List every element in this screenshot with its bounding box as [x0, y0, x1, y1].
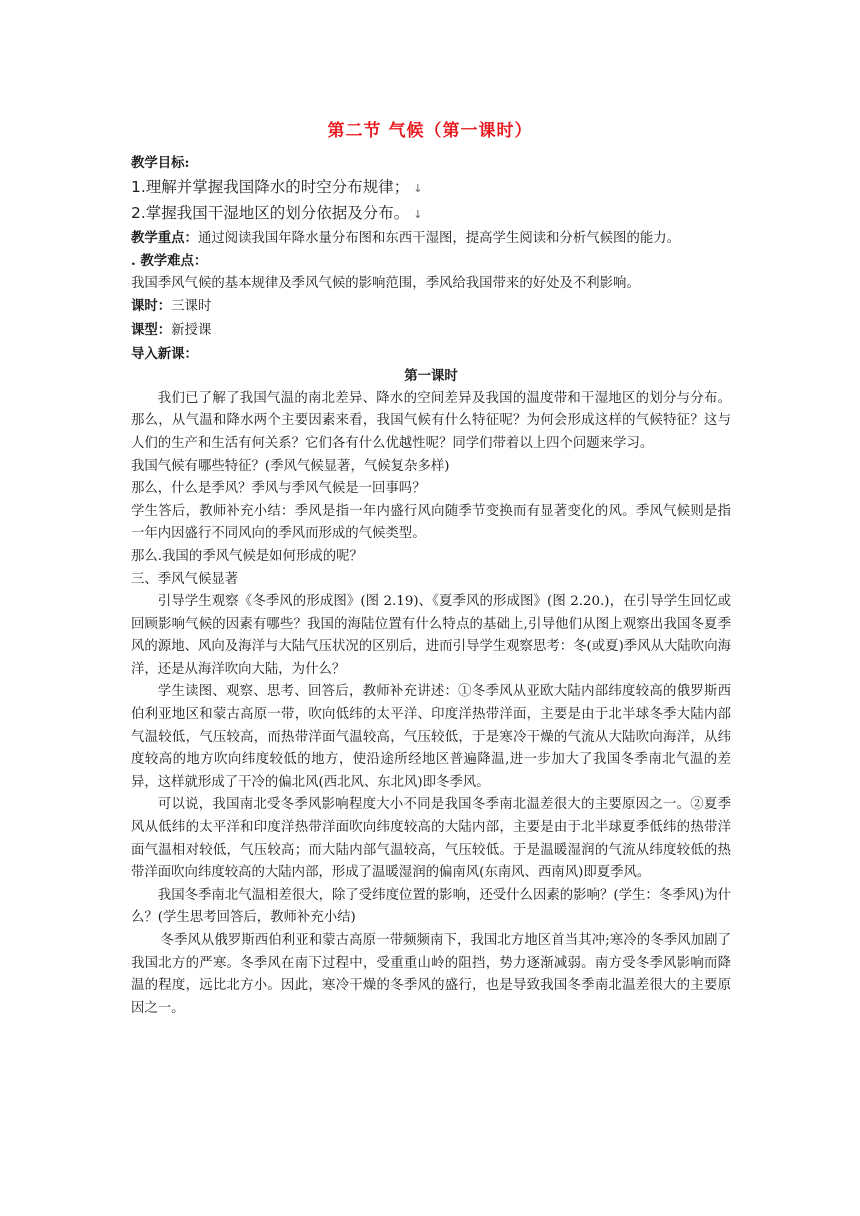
- key-heading: 教学重点：: [131, 229, 198, 246]
- paragraph-5: 那么.我国的季风气候是如何形成的呢？: [131, 548, 363, 564]
- paragraph-10: 我国冬季南北气温相差很大，除了受纬度位置的影响，还受什么因素的影响？(学生：冬季风)为什么？(学生思考回答后，教师补充小结): [131, 887, 731, 926]
- paragraph-1: 我们已了解了我国气温的南北差异、降水的空间差异及我国的温度带和干湿地区的划分与分布。那么，从气温和降水两个主要因素来看，我国气候有什么特征呢？为何会形成这样的气候特征？这与人们的生产和生活有何关系？它们各有什么优越性呢？同学们带着以上四个问题来学习。: [131, 390, 731, 451]
- goal-item-1: [131, 175, 731, 201]
- paragraph-3: 那么，什么是季风？季风与季风气候是一回事吗？: [131, 481, 426, 497]
- paragraph-4: 学生答后，教师补充小结：季风是指一年内盛行风向随季节变换而有显著变化的风。季风气候则是指一年内因盛行不同风向的季风而形成的气候类型。: [131, 503, 731, 542]
- class-type: [131, 319, 731, 343]
- type-heading: 课型：: [131, 321, 172, 338]
- document-body: [131, 152, 731, 1020]
- section-heading: 三、季风气候显著: [131, 571, 239, 587]
- paragraph-8: 学生读图、观察、思考、回答后，教师补充讲述：①冬季风从亚欧大陆内部纬度较高的俄罗斯西伯利亚地区和蒙古高原一带，吹向低纬的太平洋、印度洋热带洋面，主要是由于北半球冬季大陆内部气温较低，气压较高，而热带洋面气温较高，气压较低，于是寒冷干燥的气流从大陆吹向海洋，从纬度较高的地方吹向纬度较低的地方，使沿途所经地区普遍降温,进一步加大了我国冬季南北气温的差异，这样就形成了干冷的偏北风(西北风、东北风)即冬季风。: [131, 684, 731, 790]
- paragraph-mark-icon: ↓: [413, 207, 423, 221]
- difficulty-heading: . 教学难点：: [131, 253, 208, 270]
- goal-text-1: 1.理解并掌握我国降水的时空分布规律；: [131, 177, 410, 196]
- class-hours: [131, 295, 731, 319]
- key-points: [131, 227, 731, 251]
- paragraph-11: 冬季风从俄罗斯西伯利亚和蒙古高原一带频频南下，我国北方地区首当其冲;寒冷的冬季风加剧了我国北方的严寒。冬季风在南下过程中，受重重山岭的阻挡，势力逐渐减弱。南方受冬季风影响而降温的程度，远比北方小。因此，寒冷干燥的冬季风的盛行，也是导致我国冬季南北温差很大的主要原因之一。: [131, 933, 731, 1016]
- intro-heading: 导入新课：: [131, 345, 198, 362]
- goal-text-2: 2.掌握我国干湿地区的划分依据及分布。: [131, 203, 410, 222]
- hours-heading: 课时：: [131, 298, 172, 315]
- goals-heading: 教学目标:: [131, 155, 190, 171]
- paragraph-9: 可以说，我国南北受冬季风影响程度大小不同是我国冬季南北温差很大的主要原因之一。②夏季风从低纬的太平洋和印度洋热带洋面吹向纬度较高的大陆内部，主要是由于北半球夏季低纬的热带洋面气温相对较低，气压较高；而大陆内部气温较高，气压较低。于是温暖湿润的气流从纬度较低的热带洋面吹向纬度较高的大陆内部，形成了温暖湿润的偏南风(东南风、西南风)即夏季风。: [131, 797, 731, 881]
- hours-text: 三课时: [171, 299, 212, 315]
- paragraph-2: 我国气候有哪些特征？(季风气候显著，气候复杂多样): [131, 458, 450, 474]
- paragraph-7: 引导学生观察《冬季风的形成图》(图 2.19)、《夏季风的形成图》(图 2.20.)，在引导学生回忆或回顾影响气候的因素有哪些？我国的海陆位置有什么特点的基础上,引导他们从图上观察出我国冬夏季风的源地、风向及海洋与大陆气压状况的区别后，进而引导学生观察思考：冬(或夏)季风从大陆吹向海洋，还是从海洋吹向大陆，为什么？: [131, 594, 731, 677]
- page-title: 第二节 气候（第一课时）: [327, 121, 533, 141]
- paragraph-mark-icon: ↓: [413, 181, 423, 195]
- lesson-heading: 第一课时: [404, 368, 458, 385]
- difficulty-text: 我国季风气候的基本规律及季风气候的影响范围，季风给我国带来的好处及不利影响。: [131, 275, 640, 291]
- key-text: 通过阅读我国年降水量分布图和东西干湿图，提高学生阅读和分析气候图的能力。: [197, 230, 681, 246]
- goal-item-2: [131, 201, 731, 227]
- type-text: 新授课: [171, 322, 212, 338]
